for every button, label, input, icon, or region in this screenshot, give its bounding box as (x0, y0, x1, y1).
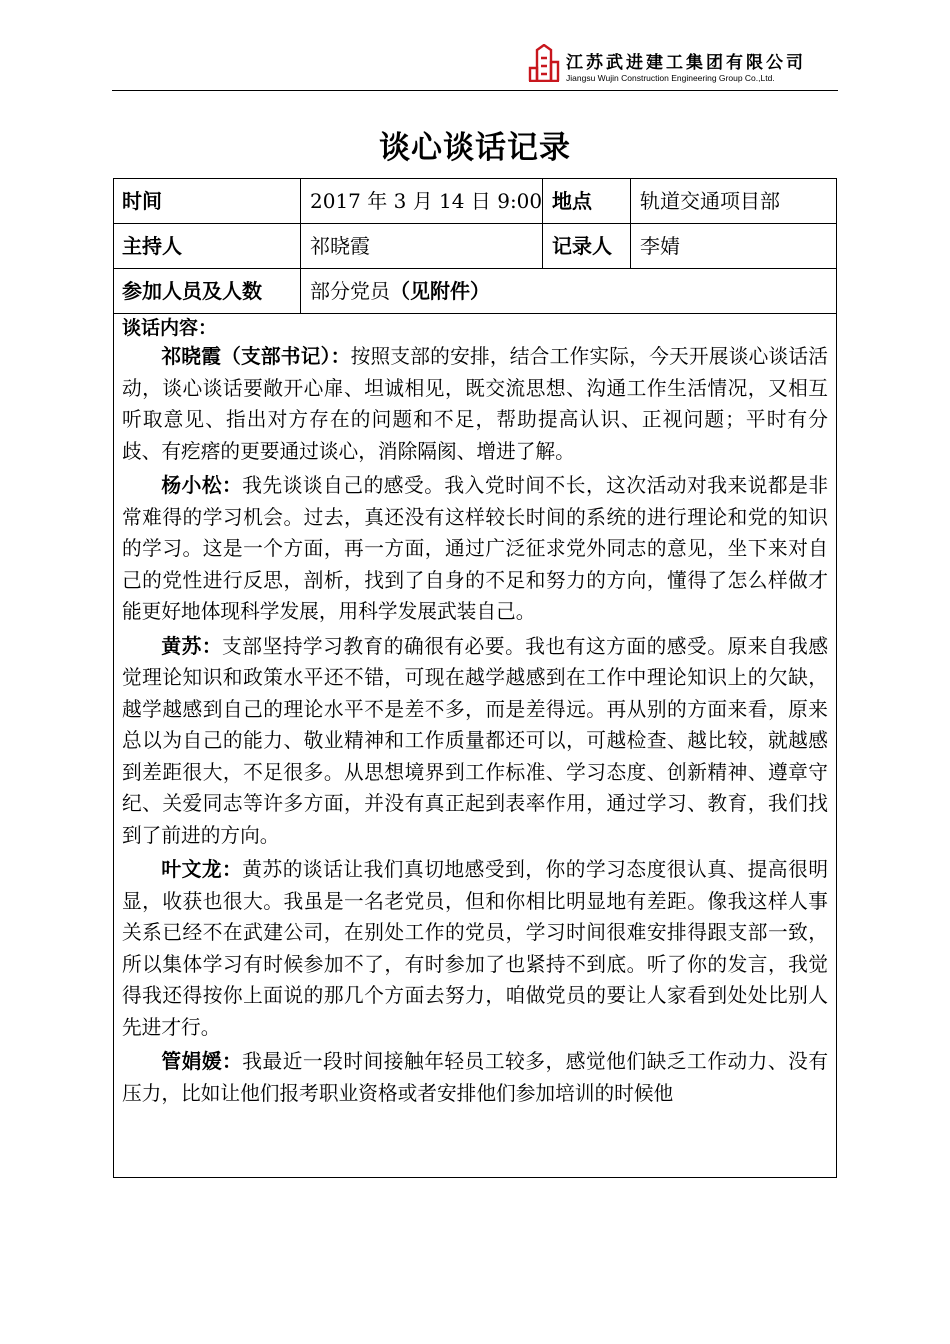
attendees-note: （见附件） (390, 279, 490, 303)
speaker-name: 黄苏： (161, 634, 223, 658)
speech-paragraph (122, 1046, 828, 1109)
speech-text: 黄苏的谈话让我们真切地感受到，你的学习态度很认真、提高很明显，收获也很大。我虽是一名老党员，但和你相比明显地有差距。像我这样人事关系已经不在武建公司，在别处工作的党员，学习时间很难安排得跟支部一致，所以集体学习有时候参加不了，有时参加了也紧持不到底。听了你的发言，我觉得我还得按你上面说的那几个方面去努力，咱做党员的要让人家看到处处比别人先进才行。 (122, 858, 829, 1039)
recorder-value: 李婧 (640, 234, 680, 258)
place-value: 轨道交通项目部 (640, 189, 780, 213)
column-divider (542, 179, 543, 268)
wujin-logo-icon (528, 44, 560, 82)
header-divider (112, 90, 838, 91)
host-value: 祁晓霞 (310, 234, 370, 258)
speech-paragraph (122, 341, 828, 467)
attendees-label: 参加人员及人数 (122, 279, 262, 303)
host-label: 主持人 (122, 234, 182, 258)
speech-paragraph (122, 631, 828, 852)
row-divider (114, 223, 836, 224)
record-table (113, 178, 837, 1178)
speech-paragraph (122, 854, 828, 1043)
company-name-en: Jiangsu Wujin Construction Engineering Group Co.,Ltd. (566, 73, 775, 83)
time-label: 时间 (122, 189, 162, 213)
conversation-content (122, 315, 828, 1109)
speech-text: 我先谈谈自己的感受。我入党时间不长，这次活动对我来说都是非常难得的学习机会。过去，真还没有这样较长时间的系统的进行理论和党的知识的学习。这是一个方面，再一方面，通过广泛征求党外同志的意见，坐下来对自己的党性进行反思，剖析，找到了自身的不足和努力的方向，懂得了怎么样做才能更好地体现科学发展，用科学发展武装自己。 (122, 474, 829, 623)
speech-paragraph (122, 470, 828, 628)
speech-text: 我最近一段时间接触年轻员工较多，感觉他们缺乏工作动力、没有压力，比如让他们报考职业资格或者安排他们参加培训的时候他 (122, 1050, 829, 1105)
column-divider (630, 179, 631, 268)
place-label: 地点 (552, 189, 592, 213)
recorder-label: 记录人 (552, 234, 612, 258)
speaker-name: 祁晓霞（支部书记）： (161, 345, 351, 368)
row-divider (114, 313, 836, 314)
speech-text: 按照支部的安排，结合工作实际，今天开展谈心谈话活动，谈心谈话要敞开心扉、坦诚相见，既交流思想、沟通工作生活情况，又相互听取意见、指出对方存在的问题和不足，帮助提高认识、正视问题；平时有分歧、有疙瘩的更要通过谈心，消除隔阂、增进了解。 (122, 345, 828, 463)
attendees-text: 部分党员 (310, 279, 390, 303)
attendees-value (310, 269, 490, 313)
letterhead (0, 0, 950, 92)
speaker-name: 杨小松： (161, 474, 243, 497)
speaker-name: 管娟媛： (161, 1050, 243, 1073)
time-value: 2017 年 3 月 14 日 9:00 (310, 189, 543, 213)
page-title: 谈心谈话记录 (379, 130, 571, 166)
company-name-cn: 江苏武进建工集团有限公司 (566, 53, 806, 73)
content-label: 谈话内容： (122, 317, 218, 339)
speaker-name: 叶文龙： (161, 858, 243, 881)
speech-text: 支部坚持学习教育的确很有必要。我也有这方面的感受。原来自我感觉理论知识和政策水平还不错，可现在越学越感到在工作中理论知识上的欠缺，越学越感到自己的理论水平不是差不多，而是差得远。再从别的方面来看，原来总以为自己的能力、敬业精神和工作质量都还可以，可越检查、越比较，就越感到差距很大，不足很多。从思想境界到工作标准、学习态度、创新精神、遵章守纪、关爱同志等许多方面，并没有真正起到表率作用，通过学习、教育，我们找到了前进的方向。 (122, 634, 829, 847)
column-divider (300, 179, 301, 313)
